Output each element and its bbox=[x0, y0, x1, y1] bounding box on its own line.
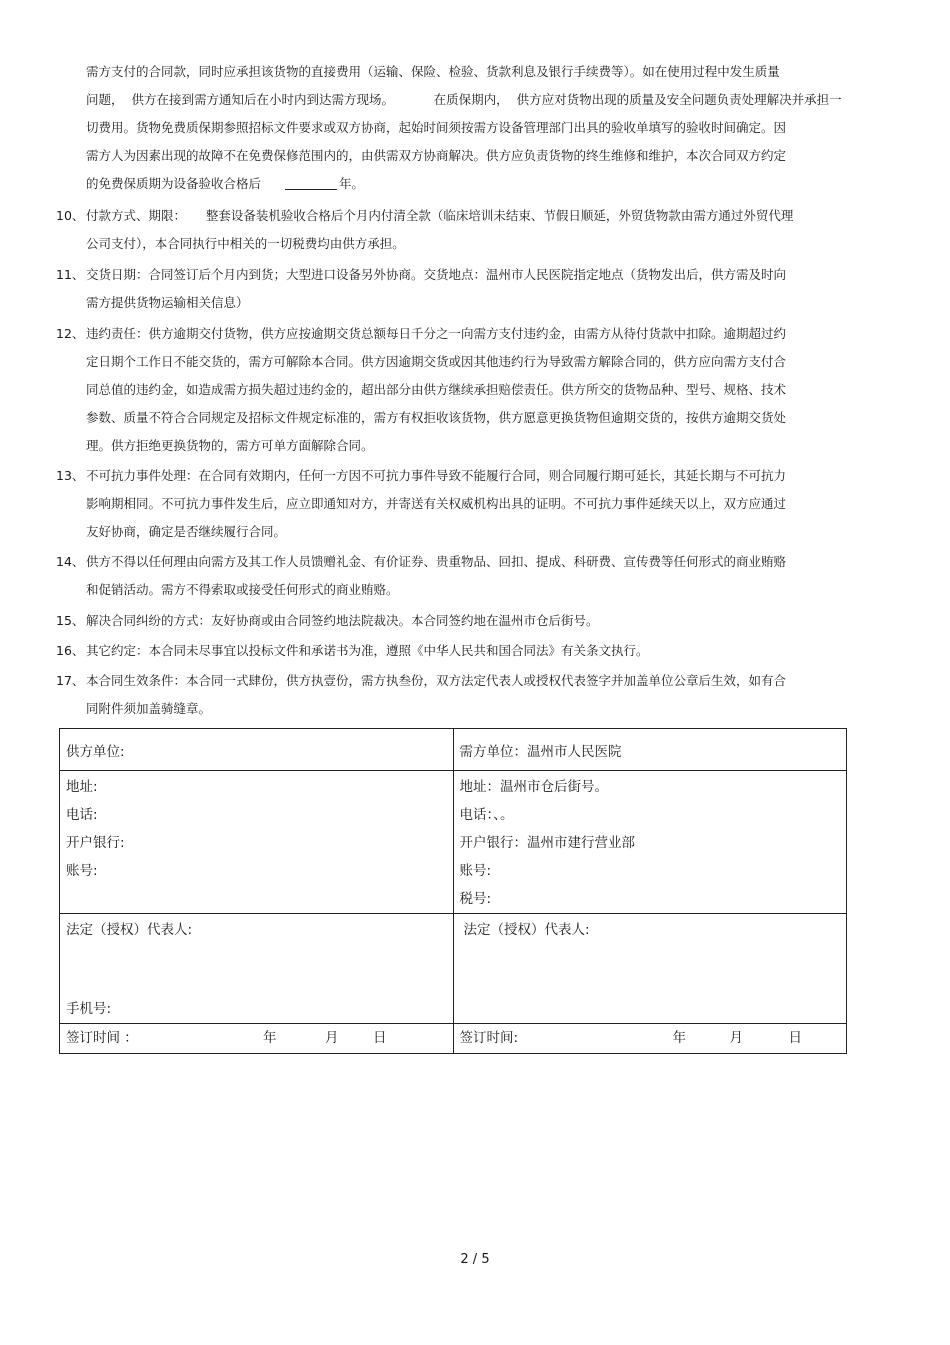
day-label: 日 bbox=[788, 1030, 802, 1046]
clause-number: 13、 bbox=[56, 468, 85, 483]
date-label: 签订时间 ： bbox=[66, 1030, 138, 1046]
supplier-address: 地址: bbox=[66, 779, 98, 795]
buyer-unit-label: 需方单位：温州市人民医院 bbox=[459, 743, 622, 760]
text-line: 问题， 供方在接到需方通知后在小时内到达需方现场。 在质保期内， 供方应对货物出现的质量及安全问题负责处理解决并承担一 bbox=[86, 92, 842, 107]
buyer-date-cell bbox=[453, 1024, 847, 1054]
buyer-info-cell bbox=[453, 771, 847, 914]
text-line: 公司支付），本合同执行中相关的一切税费均由供方承担。 bbox=[86, 236, 405, 251]
buyer-account: 账号: bbox=[459, 863, 492, 879]
text-line: 影响期相同。不可抗力事件发生后，应立即通知对方，并寄送有关权威机构出具的证明。不可抗力事件延续天以上，双方应通过 bbox=[86, 496, 787, 511]
month-label: 月 bbox=[729, 1030, 743, 1046]
text-line: 本合同生效条件：本合同一式肆份，供方执壹份，需方执叁份，双方法定代表人或授权代表签字并加盖单位公章后生效，如有合 bbox=[86, 673, 787, 688]
text-line: 友好协商，确定是否继续履行合同。 bbox=[86, 524, 287, 539]
continuation-paragraph bbox=[86, 62, 866, 202]
clause-body bbox=[86, 265, 846, 321]
text-line: 供方不得以任何理由向需方及其工作人员馈赠礼金、有价证券、贵重物品、回扣、提成、科研费、宣传费等任何形式的商业贿赂 bbox=[86, 554, 787, 569]
text-line: 切费用。货物免费质保期参照招标文件要求或双方协商，起始时间须按需方设备管理部门出具的验收单填写的验收时间确定。因 bbox=[86, 120, 787, 135]
buyer-phone: 电话：、。 bbox=[459, 807, 514, 823]
year-label: 年 bbox=[263, 1030, 277, 1046]
clause-body bbox=[86, 611, 846, 639]
buyer-sign-date bbox=[460, 1024, 841, 1052]
clause-number: 16、 bbox=[56, 643, 85, 658]
clause-body bbox=[86, 324, 846, 464]
clause-number: 11、 bbox=[56, 267, 85, 282]
supplier-phone: 电话: bbox=[66, 807, 98, 823]
day-label: 日 bbox=[373, 1030, 387, 1046]
buyer-unit-cell bbox=[453, 729, 847, 771]
buyer-bank: 开户银行：温州市建行营业部 bbox=[459, 835, 635, 851]
buyer-representative-label: 法定（授权）代表人: bbox=[463, 922, 590, 938]
clause-number: 12、 bbox=[56, 326, 85, 341]
buyer-rep-cell bbox=[453, 914, 847, 1024]
warranty-years-blank bbox=[285, 175, 337, 190]
text-line: 解决合同纠纷的方式：友好协商或由合同签约地法院裁决。本合同签约地在温州市仓后街号。 bbox=[86, 613, 599, 628]
text-line: 定日期个工作日不能交货的，需方可解除本合同。供方因逾期交货或因其他违约行为导致需方解除合同的，供方应向需方支付合 bbox=[86, 354, 787, 369]
month-label: 月 bbox=[325, 1030, 339, 1046]
buyer-address: 地址：温州市仓后街号。 bbox=[459, 779, 608, 795]
supplier-rep-cell bbox=[60, 914, 454, 1024]
text-line: 付款方式、期限： 整套设备装机验收合格后个月内付清全款（临床培训未结束、节假日顺延，外贸货物款由需方通过外贸代理 bbox=[86, 208, 794, 223]
date-label: 签订时间: bbox=[459, 1030, 519, 1046]
supplier-date-cell bbox=[60, 1024, 454, 1054]
clause-body bbox=[86, 671, 846, 727]
warranty-text: 的免费保质期为设备验收合格后 bbox=[86, 176, 262, 191]
text-line: 参数、质量不符合合同规定及招标文件规定标准的，需方有权拒收该货物，供方愿意更换货物但逾期交货的，按供方逾期交货处 bbox=[86, 410, 787, 425]
supplier-bank: 开户银行: bbox=[66, 835, 125, 851]
text-line: 同总值的违约金，如造成需方损失超过违约金的，超出部分由供方继续承担赔偿责任。供方所交的货物品种、型号、规格、技术 bbox=[86, 382, 787, 397]
clause-body bbox=[86, 641, 846, 669]
text-line: 需方人为因素出现的故障不在免费保修范围内的，由供需双方协商解决。供方应负责货物的终生维修和维护，本次合同双方约定 bbox=[86, 148, 787, 163]
text-line: 违约责任：供方逾期交付货物，供方应按逾期交货总额每日千分之一向需方支付违约金，由需方从待付货款中扣除。逾期超过约 bbox=[86, 326, 787, 341]
text-line bbox=[86, 174, 866, 202]
clause-number: 15、 bbox=[56, 613, 85, 628]
text-line: 交货日期：合同签订后个月内到货；大型进口设备另外协商。交货地点：温州市人民医院指定地点（货物发出后，供方需及时向 bbox=[86, 267, 787, 282]
text-line: 理。供方拒绝更换货物的，需方可单方面解除合同。 bbox=[86, 438, 374, 453]
warranty-years-unit: 年。 bbox=[339, 176, 365, 191]
supplier-unit-cell bbox=[60, 729, 454, 771]
clause-number: 14、 bbox=[56, 554, 85, 569]
supplier-account: 账号: bbox=[66, 863, 98, 879]
clause-body bbox=[86, 466, 846, 550]
buyer-tax-id: 税号: bbox=[459, 891, 492, 907]
clause-number: 10、 bbox=[56, 208, 85, 223]
clause-body bbox=[86, 206, 846, 262]
text-line: 需方提供货物运输相关信息） bbox=[86, 295, 249, 310]
year-label: 年 bbox=[672, 1030, 686, 1046]
supplier-sign-date bbox=[66, 1024, 447, 1052]
text-line: 不可抗力事件处理：在合同有效期内，任何一方因不可抗力事件导致不能履行合同，则合同履行期可延长，其延长期与不可抗力 bbox=[86, 468, 787, 483]
text-line: 和促销活动。需方不得索取或接受任何形式的商业贿赂。 bbox=[86, 582, 399, 597]
clause-body bbox=[86, 552, 846, 608]
page-number: 2 / 5 bbox=[460, 1252, 490, 1267]
supplier-mobile-label: 手机号: bbox=[66, 1001, 112, 1017]
clause-number: 17、 bbox=[56, 673, 85, 688]
supplier-unit-label: 供方单位: bbox=[66, 743, 125, 760]
text-line: 同附件须加盖骑缝章。 bbox=[86, 701, 212, 716]
text-line: 需方支付的合同款，同时应承担该货物的直接费用（运输、保险、检验、货款利息及银行手续费等）。如在使用过程中发生质量 bbox=[86, 64, 780, 79]
text-line: 其它约定：本合同未尽事宜以投标文件和承诺书为准，遵照《中华人民共和国合同法》有关条文执行。 bbox=[86, 643, 649, 658]
supplier-info-cell bbox=[60, 771, 454, 914]
supplier-representative-label: 法定（授权）代表人: bbox=[66, 922, 193, 938]
signature-table bbox=[59, 728, 847, 1054]
